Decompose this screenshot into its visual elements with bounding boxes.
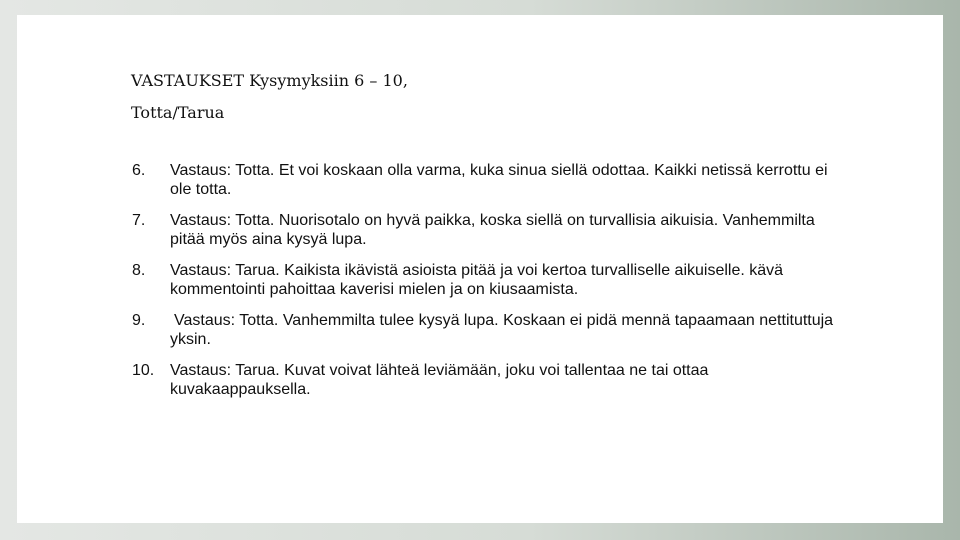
answer-text-block bbox=[170, 261, 852, 299]
answer-lead: Vastaus: Tarua. bbox=[170, 362, 280, 379]
answer-lead: Vastaus: Tarua. bbox=[170, 262, 280, 279]
answer-text-block bbox=[170, 311, 852, 349]
answer-body: Nuorisotalo on hyvä paikka, koska siellä on turvallisia aikuisia. Vanhemmilta pitää myös aina kysyä lupa. bbox=[170, 212, 815, 248]
answer-text-block bbox=[170, 361, 852, 399]
answer-body: Vanhemmilta tulee kysyä lupa. Koskaan ei pidä mennä tapaamaan nettituttuja yksin. bbox=[170, 312, 834, 348]
answer-item-6 bbox=[132, 161, 852, 199]
answer-number: 10. bbox=[132, 362, 155, 379]
answer-item-9 bbox=[132, 311, 852, 349]
answer-body: Et voi koskaan olla varma, kuka sinua siellä odottaa. Kaikki netissä kerrottu ei ole totta. bbox=[170, 162, 828, 198]
answer-item-7 bbox=[132, 211, 852, 249]
answer-lead: Vastaus: Totta. bbox=[174, 312, 279, 329]
answer-number: 7. bbox=[132, 212, 146, 229]
answer-lead: Vastaus: Totta. bbox=[170, 162, 275, 179]
answer-number: 9. bbox=[132, 312, 146, 329]
answer-body: Kuvat voivat lähteä leviämään, joku voi tallentaa ne tai ottaa kuvakaappauksella. bbox=[170, 362, 709, 398]
slide-title-line-2: Totta/Tarua bbox=[131, 103, 225, 122]
answer-item-8 bbox=[132, 261, 852, 299]
slide-title bbox=[131, 65, 731, 129]
answer-text-block bbox=[170, 211, 852, 249]
slide-canvas bbox=[17, 15, 943, 523]
answer-item-10 bbox=[132, 361, 852, 399]
answer-text-block bbox=[170, 161, 852, 199]
answer-body: Kaikista ikävistä asioista pitää ja voi kertoa turvalliselle aikuiselle. kävä kommentointi pahoittaa kaverisi mielen ja on kiusaamista. bbox=[170, 262, 784, 298]
answer-list bbox=[132, 161, 852, 411]
answer-lead: Vastaus: Totta. bbox=[170, 212, 275, 229]
answer-number: 8. bbox=[132, 262, 146, 279]
answer-number: 6. bbox=[132, 162, 146, 179]
slide-title-line-1: VASTAUKSET Kysymyksiin 6 – 10, bbox=[131, 71, 408, 90]
